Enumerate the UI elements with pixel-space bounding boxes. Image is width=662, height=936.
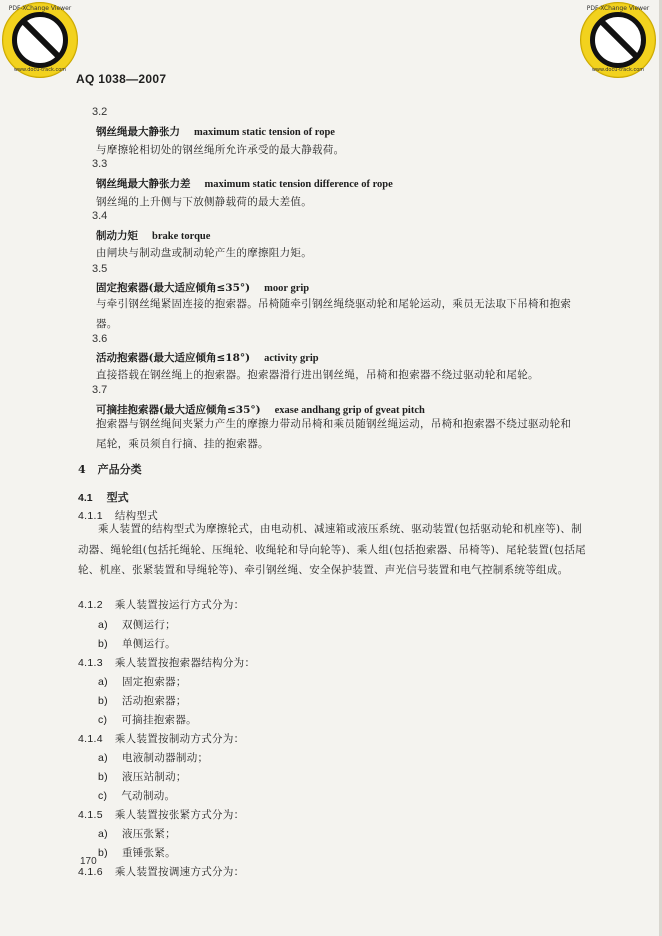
subsection-text: 乘人装置按张紧方式分为： — [114, 809, 245, 821]
list-item — [98, 769, 187, 784]
term-definition: 与牵引钢丝绳紧固连接的抱索器。吊椅随牵引钢丝绳绕驱动轮和尾轮运动，乘员无法取下吊椅和抱索器。 — [96, 298, 572, 330]
term-en: maximum static tension of rope — [194, 127, 335, 138]
section-heading — [78, 489, 129, 505]
list-item — [98, 693, 187, 708]
section-number: 3.3 — [92, 158, 108, 170]
list-item — [98, 674, 187, 689]
subsection-heading — [78, 807, 244, 822]
term-definition: 直接搭载在钢丝绳上的抱索器。抱索器滑行进出钢丝绳，吊椅和抱索器不绕过驱动轮和尾轮。 — [96, 369, 539, 381]
term-heading — [96, 350, 319, 365]
subsection-heading — [78, 655, 255, 670]
term-zh: 制动力矩 — [96, 230, 138, 242]
page-number: 170 — [80, 856, 97, 867]
subsection-number: 4.1.1 — [78, 510, 103, 522]
term-heading — [96, 176, 393, 191]
list-label: b) — [98, 695, 108, 707]
list-text: 气动制动。 — [121, 790, 176, 802]
subsection-number: 4.1.6 — [78, 866, 103, 878]
term-definition: 抱索器与钢丝绳间夹紧力产生的摩擦力带动吊椅和乘员随钢丝绳运动，吊椅和抱索器不绕过驱动轮和尾轮，乘员须自行摘、挂的抱索器。 — [96, 418, 572, 450]
term-zh: 钢丝绳最大静张力差 — [96, 178, 191, 190]
term-heading — [96, 228, 210, 243]
subsection-number: 4.1.5 — [78, 809, 103, 821]
watermark-top-text: PDF-XChange Viewer — [586, 5, 650, 12]
section-number: 3.7 — [92, 384, 108, 396]
section-number: 3.2 — [92, 106, 108, 118]
list-label: b) — [98, 638, 108, 650]
subsection-heading — [78, 731, 244, 746]
watermark-bottom-text: www.docu-track.com — [13, 67, 67, 73]
term-heading — [96, 124, 335, 139]
list-label: b) — [98, 771, 108, 783]
list-label: a) — [98, 828, 108, 840]
list-text: 双侧运行； — [121, 619, 176, 631]
subsection-text: 乘人装置按运行方式分为： — [114, 599, 245, 611]
list-text: 活动抱索器； — [121, 695, 187, 707]
list-text: 固定抱索器； — [121, 676, 187, 688]
subsection-number: 4.1.4 — [78, 733, 103, 745]
structure-description: 乘人装置的结构型式为摩擦轮式，由电动机、减速箱或液压系统、驱动装置(包括驱动轮和机座等)、制动器、绳轮组(包括托绳轮、压绳轮、收绳轮和导向轮等)、乘人组(包括抱索器、吊椅等)、尾轮装置(包括尾轮、机座、张紧装置和导绳轮等)、牵引钢丝绳、安全保护装置、声光信号装置和电气控制系统等组成。 — [78, 523, 586, 576]
subsection-number: 4.1.3 — [78, 657, 103, 669]
section-number: 4.1 — [78, 492, 93, 504]
list-text: 单侧运行。 — [121, 638, 176, 650]
section-title: 型式 — [106, 491, 129, 504]
term-heading — [96, 280, 309, 295]
term-zh: 钢丝绳最大静张力 — [96, 126, 180, 138]
pdf-xchange-watermark-left[interactable] — [2, 2, 78, 78]
list-label: c) — [98, 714, 108, 726]
list-item — [98, 788, 175, 803]
subsection-number: 4.1.2 — [78, 599, 103, 611]
list-item — [98, 617, 176, 632]
section-number: 3.4 — [92, 210, 108, 222]
term-en: maximum static tension difference of rope — [204, 179, 393, 190]
section-number: 3.5 — [92, 263, 108, 275]
subsection-text: 乘人装置按调速方式分为： — [114, 866, 245, 878]
list-label: a) — [98, 619, 108, 631]
watermark-bottom-text: www.docu-track.com — [591, 67, 645, 73]
list-label: b) — [98, 847, 108, 859]
subsection-title: 结构型式 — [114, 510, 159, 522]
list-item — [98, 826, 176, 841]
term-en: moor grip — [264, 283, 310, 294]
chapter-title: 产品分类 — [97, 463, 142, 476]
term-definition: 由闸块与制动盘或制动轮产生的摩擦阻力矩。 — [96, 247, 312, 259]
list-label: a) — [98, 676, 108, 688]
section-number: 3.6 — [92, 333, 108, 345]
list-text: 液压张紧； — [121, 828, 176, 840]
list-item — [98, 712, 197, 727]
pdf-xchange-watermark-right[interactable] — [580, 2, 656, 78]
subsection-text: 乘人装置按抱索器结构分为： — [114, 657, 256, 669]
term-zh: 固定抱索器(最大适应倾角≤35°) — [96, 282, 251, 294]
chapter-number: 4 — [78, 463, 86, 476]
subsection-text: 乘人装置按制动方式分为： — [114, 733, 245, 745]
term-en: exase andhang grip of gveat pitch — [274, 405, 425, 416]
list-item — [98, 636, 176, 651]
list-item — [98, 845, 176, 860]
term-en: brake torque — [152, 231, 211, 242]
chapter-heading — [78, 461, 142, 477]
watermark-top-text: PDF-XChange Viewer — [8, 5, 72, 12]
term-zh: 活动抱索器(最大适应倾角≤18°) — [96, 352, 251, 364]
subsection-heading — [78, 864, 244, 879]
standard-number: AQ 1038—2007 — [76, 72, 167, 86]
term-zh: 可摘挂抱索器(最大适应倾角≤35°) — [96, 404, 261, 416]
list-label: a) — [98, 752, 108, 764]
term-definition: 钢丝绳的上升侧与下放侧静载荷的最大差值。 — [96, 196, 312, 208]
list-item — [98, 750, 208, 765]
subsection-heading — [78, 597, 244, 612]
list-text: 液压站制动； — [121, 771, 187, 783]
list-text: 可摘挂抱索器。 — [121, 714, 197, 726]
term-en: activity grip — [264, 353, 319, 364]
term-definition: 与摩擦轮相切处的钢丝绳所允许承受的最大静载荷。 — [96, 144, 345, 156]
list-text: 重锤张紧。 — [121, 847, 176, 859]
list-label: c) — [98, 790, 108, 802]
list-text: 电液制动器制动； — [121, 752, 209, 764]
